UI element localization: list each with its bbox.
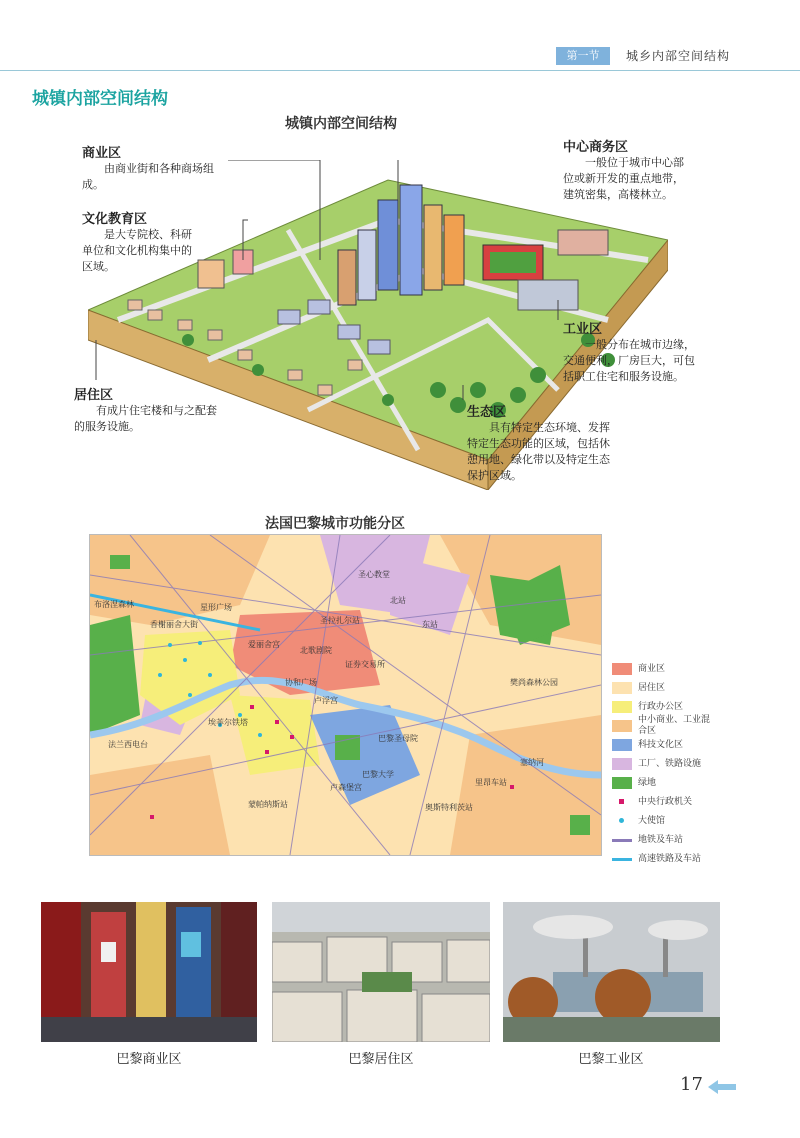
page-number: 17	[680, 1074, 703, 1095]
map-label-13: 卢森堡宫	[330, 783, 362, 792]
legend-swatch	[612, 839, 632, 842]
legend-swatch	[612, 701, 632, 713]
legend-item	[612, 736, 718, 754]
caption-industrial: 巴黎工业区	[578, 1052, 644, 1067]
legend-swatch	[612, 758, 632, 770]
legend-item	[612, 774, 718, 792]
figure1-title: 城镇内部空间结构	[285, 116, 397, 132]
legend-item	[612, 679, 718, 697]
map-label-19: 布洛涅森林	[94, 600, 134, 609]
map-label-4: 星形广场	[200, 603, 232, 612]
legend-label: 居住区	[638, 682, 666, 693]
map-label-7: 证券交易所	[345, 660, 385, 669]
legend-swatch	[612, 739, 632, 751]
zone-cbd-name: 中心商务区	[563, 140, 629, 155]
legend-swatch	[612, 815, 632, 827]
legend-label: 行政办公区	[638, 701, 684, 712]
zone-culture	[82, 208, 202, 275]
map-label-5: 爱丽舍宫	[248, 640, 280, 649]
map-label-14: 巴黎大学	[362, 770, 394, 779]
map-label-16: 奥斯特利茨站	[425, 803, 473, 812]
legend-item	[612, 831, 718, 849]
zone-ecological	[467, 401, 617, 484]
caption-residential: 巴黎居住区	[348, 1052, 414, 1067]
legend-item	[612, 812, 718, 830]
zone-industrial-name: 工业区	[563, 322, 603, 337]
zone-residential	[74, 384, 224, 435]
legend-label: 商业区	[638, 663, 666, 674]
legend-item	[612, 717, 718, 735]
caption-commercial: 巴黎商业区	[116, 1052, 182, 1067]
zone-commercial-desc: 由商业街和各种商场组成。	[82, 162, 214, 191]
map-label-18: 樊尚森林公园	[510, 678, 558, 687]
map-label-0: 圣心教堂	[358, 570, 390, 579]
map-label-9: 卢浮宫	[314, 696, 338, 705]
zone-culture-name: 文化教育区	[82, 212, 148, 227]
legend-item	[612, 698, 718, 716]
header-rule	[0, 70, 800, 71]
map-label-17: 里昂车站	[475, 778, 507, 787]
paris-zoning-map	[89, 534, 602, 856]
legend-swatch	[612, 720, 632, 732]
legend-item	[612, 660, 718, 678]
photo-residential	[272, 902, 490, 1042]
photo-industrial	[503, 902, 720, 1042]
zone-residential-desc: 有成片住宅楼和与之配套的服务设施。	[74, 404, 217, 433]
map-label-8: 协和广场	[285, 678, 317, 687]
legend-label: 中小商业、工业混合区	[638, 715, 711, 736]
legend-item	[612, 755, 718, 773]
zone-commercial-name: 商业区	[82, 146, 122, 161]
section-badge: 第一节	[556, 47, 610, 65]
map-label-2: 东站	[422, 620, 438, 629]
zone-residential-name: 居住区	[74, 388, 114, 403]
zone-ecological-name: 生态区	[467, 405, 507, 420]
legend-label: 地铁及车站	[638, 834, 684, 845]
legend-swatch	[612, 777, 632, 789]
legend-label: 工厂、铁路设施	[638, 758, 702, 769]
legend-label: 大使馆	[638, 815, 666, 826]
legend-label: 科技文化区	[638, 739, 684, 750]
legend-item	[612, 850, 718, 868]
map-label-1: 北站	[390, 596, 406, 605]
section-title: 城镇内部空间结构	[32, 89, 168, 109]
arrow-icon	[708, 1080, 736, 1094]
legend-swatch	[612, 858, 632, 861]
figure2-title: 法国巴黎城市功能分区	[265, 516, 405, 532]
legend-swatch	[612, 682, 632, 694]
chapter-title: 城乡内部空间结构	[626, 49, 731, 63]
map-label-12: 法兰西电台	[108, 740, 148, 749]
legend-label: 绿地	[638, 777, 657, 788]
zone-cbd-desc: 一般位于城市中心部位或新开发的重点地带，建筑密集，高楼林立。	[563, 156, 684, 201]
photo-commercial	[41, 902, 257, 1042]
map-label-6: 北歌剧院	[300, 646, 332, 655]
zone-ecological-desc: 具有特定生态环境、发挥特定生态功能的区域，包括休憩用地、绿化带以及特定生态保护区域。	[467, 421, 610, 482]
zone-cbd	[563, 136, 693, 203]
legend-swatch	[612, 663, 632, 675]
map-label-20: 塞纳河	[520, 758, 544, 767]
legend-label: 中央行政机关	[638, 796, 693, 807]
legend-item	[612, 793, 718, 811]
map-label-3: 圣拉扎尔站	[320, 616, 360, 625]
zone-industrial-desc: 一般分布在城市边缘，交通便利，厂房巨大，可包括职工住宅和服务设施。	[563, 338, 695, 383]
zone-industrial	[563, 318, 703, 385]
zone-commercial	[82, 142, 232, 193]
zone-culture-desc: 是大专院校、科研单位和文化机构集中的区域。	[82, 228, 192, 273]
map-label-15: 蒙帕纳斯站	[248, 800, 288, 809]
map-label-11: 埃菲尔铁塔	[208, 718, 248, 727]
legend-label: 高速铁路及车站	[638, 853, 702, 864]
legend-swatch	[612, 796, 632, 808]
map-label-10: 巴黎圣母院	[378, 734, 418, 743]
map-label-21: 香榭丽舍大街	[150, 620, 198, 629]
